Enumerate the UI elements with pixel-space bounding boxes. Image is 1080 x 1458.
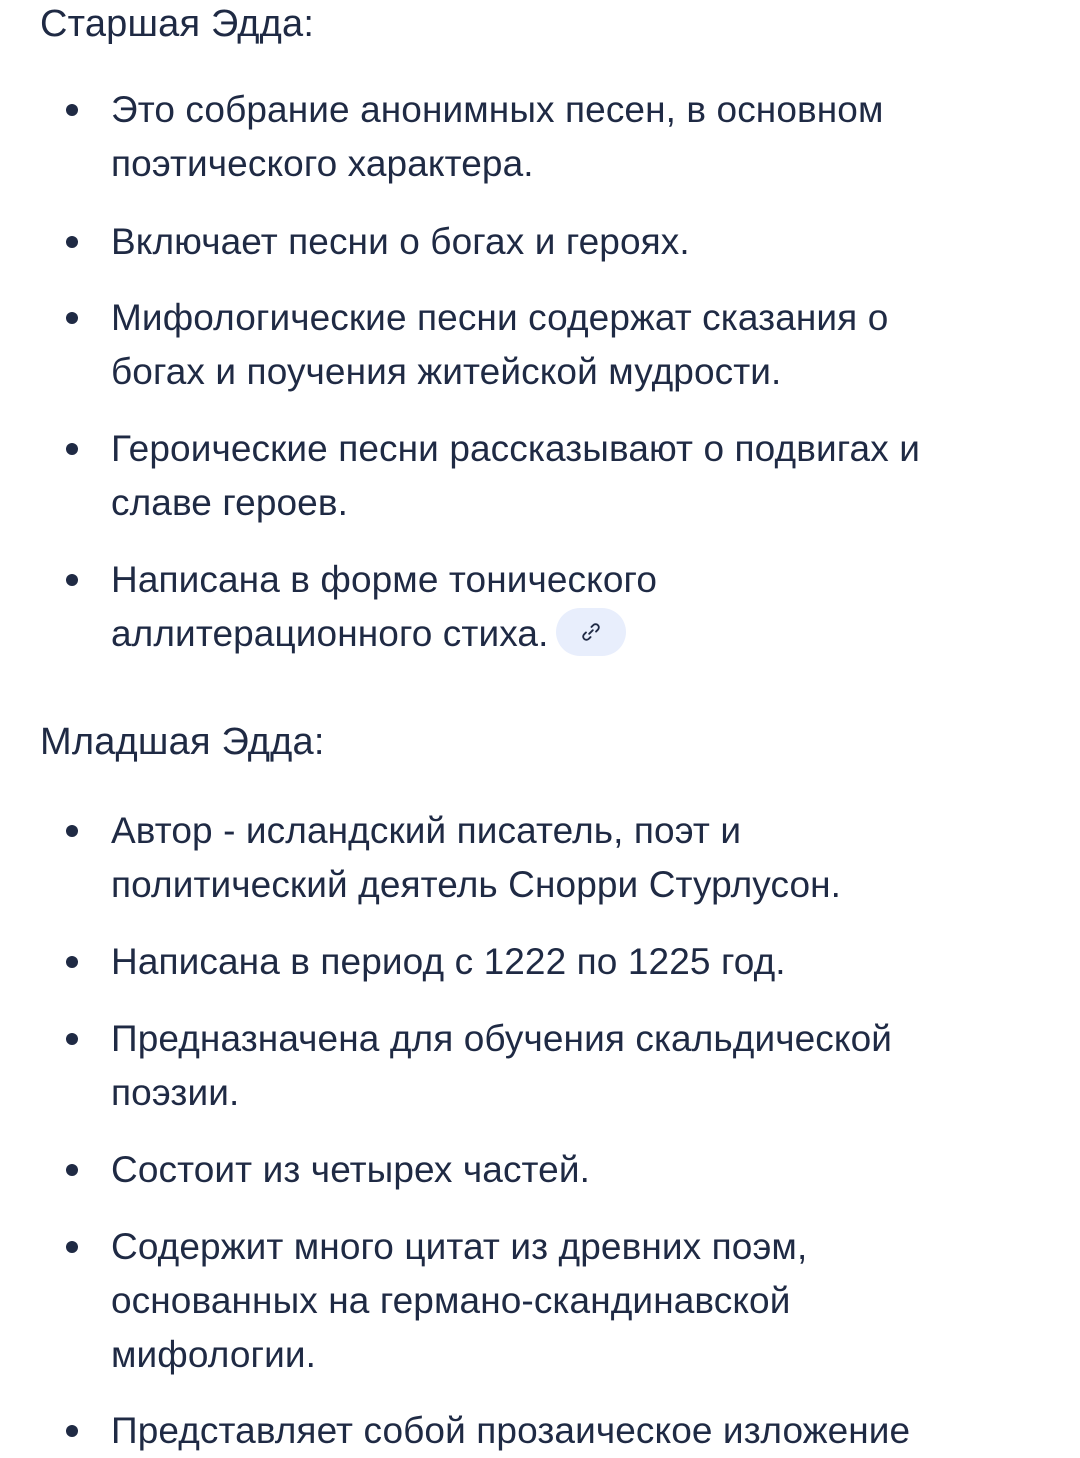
bullet-icon [66,312,78,324]
source-link-button[interactable] [556,608,626,656]
bullet-icon [66,825,78,837]
list-item-text: Героические песни рассказывают о подвигах и славе героев. [111,428,920,523]
bullet-icon [66,443,78,455]
list-item-text [111,553,751,661]
bullet-icon [66,956,78,968]
link-icon [580,621,602,643]
section-title-younger-edda: Младшая Эдда: [40,721,325,763]
bullet-icon [66,574,78,586]
list-item-text: Мифологические песни содержат сказания о богах и поучения житейской мудрости. [111,297,889,392]
bullet-icon [66,1425,78,1437]
bullet-icon [66,1033,78,1045]
list-item-text: Представляет собой прозаическое изложение [111,1410,911,1451]
bullet-icon [66,1241,78,1253]
bullet-icon [66,104,78,116]
section-title-elder-edda: Старшая Эдда: [40,3,315,45]
list-item-text: Предназначена для обучения скальдической поэзии. [111,1018,893,1113]
list-item-text: Написана в период с 1222 по 1225 год. [111,941,786,982]
list-item-text: Состоит из четырех частей. [111,1149,591,1190]
bullet-icon [66,1164,78,1176]
list-item-text: Это собрание анонимных песен, в основном поэтического характера. [111,89,884,184]
bullet-icon [66,236,78,248]
list-item-text: Автор - исландский писатель, поэт и политический деятель Снорри Стурлусон. [111,810,842,905]
list-item-label: Написана в форме тонического аллитерационного стиха. [111,559,658,654]
list-item-text: Содержит много цитат из древних поэм, основанных на германо-скандинавской мифологии. [111,1226,808,1375]
list-item-text: Включает песни о богах и героях. [111,221,690,262]
